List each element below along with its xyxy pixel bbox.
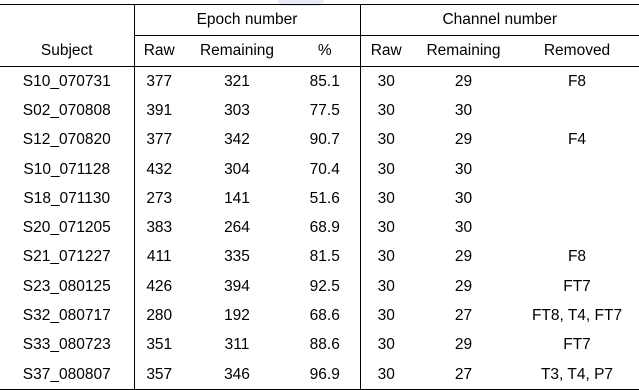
subject-column-header: Subject [0, 36, 134, 67]
channel-raw-cell: 30 [360, 213, 412, 242]
epoch-percent-cell: 81.5 [309, 248, 340, 266]
epoch-remaining-cell: 264 [224, 219, 250, 237]
subject-cell: S18_071130 [23, 189, 111, 207]
epoch-channel-table [0, 4, 639, 390]
subject-cell: S12_070820 [22, 131, 111, 149]
channel-remaining-cell: 27 [454, 307, 473, 325]
epoch-remaining-cell: 321 [224, 72, 250, 90]
subject-cell: S10_071128 [23, 160, 111, 178]
channel-remaining-cell: 29 [454, 248, 473, 266]
subject-cell: S02_070808 [22, 101, 111, 119]
epoch-raw-cell: 426 [134, 272, 184, 301]
channel-removed-cell: FT7 [563, 277, 591, 295]
channel-number-group-header: Channel number [360, 5, 639, 36]
subject-cell: S10_070731 [22, 72, 111, 90]
epoch-raw-cell: 432 [134, 155, 184, 184]
channel-removed-cell: T3, T4, P7 [515, 360, 639, 390]
epoch-remaining-cell: 141 [224, 189, 250, 207]
epoch-raw-column-header: Raw [134, 36, 184, 67]
subject-cell: S21_071227 [22, 248, 111, 266]
channel-remaining-column-header: Remaining [412, 36, 515, 67]
channel-removed-cell [515, 155, 639, 184]
channel-raw-cell: 30 [360, 243, 412, 272]
channel-removed-cell: F8 [567, 72, 587, 90]
epoch-percent-cell: 77.5 [309, 101, 340, 119]
epoch-percent-cell: 88.6 [309, 336, 340, 354]
channel-raw-cell: 30 [360, 331, 412, 360]
channel-remaining-cell: 29 [454, 131, 473, 149]
epoch-remaining-cell: 311 [224, 336, 250, 354]
table-row [0, 360, 639, 390]
channel-raw-cell: 30 [360, 360, 412, 390]
subject-cell: S33_080723 [22, 336, 111, 354]
epoch-remaining-cell: 304 [224, 160, 250, 178]
channel-remaining-cell: 30 [454, 160, 473, 178]
epoch-raw-cell: 357 [134, 360, 184, 390]
epoch-raw-cell: 383 [134, 213, 184, 242]
channel-remaining-cell: 29 [454, 336, 473, 354]
epoch-remaining-cell: 192 [224, 307, 250, 325]
epoch-remaining-cell: 342 [224, 131, 250, 149]
channel-raw-cell: 30 [360, 126, 412, 155]
channel-removed-cell [515, 184, 639, 213]
channel-removed-cell [515, 213, 639, 242]
channel-raw-cell: 30 [360, 301, 412, 330]
table-row [0, 96, 639, 125]
channel-raw-cell: 30 [360, 272, 412, 301]
epoch-remaining-cell: 335 [224, 248, 250, 266]
table-body [0, 67, 639, 390]
table-row [0, 301, 639, 330]
table-row [0, 155, 639, 184]
channel-remaining-cell: 30 [454, 189, 473, 207]
channel-raw-column-header: Raw [360, 36, 412, 67]
epoch-percent-cell: 51.6 [309, 189, 340, 207]
subject-cell: S32_080717 [22, 307, 111, 325]
channel-removed-cell: F8 [567, 248, 587, 266]
subject-cell: S37_080807 [0, 360, 134, 390]
epoch-raw-cell: 273 [134, 184, 184, 213]
table-row [0, 213, 639, 242]
channel-removed-cell: FT7 [563, 336, 591, 354]
epoch-percent-cell: 68.9 [309, 219, 340, 237]
channel-raw-cell: 30 [360, 96, 412, 125]
channel-remaining-cell: 30 [454, 101, 473, 119]
epoch-percent-column-header: % [290, 36, 360, 67]
channel-remaining-cell: 29 [454, 72, 473, 90]
epoch-percent-cell: 90.7 [309, 131, 340, 149]
channel-remaining-cell: 27 [412, 360, 515, 390]
subject-cell: S20_071205 [22, 219, 111, 237]
epoch-raw-cell: 411 [134, 243, 184, 272]
table-row [0, 331, 639, 360]
channel-removed-column-header: Removed [515, 36, 639, 67]
epoch-percent-cell: 85.1 [309, 72, 340, 90]
subject-cell: S23_080125 [22, 277, 111, 295]
channel-removed-cell: F4 [567, 131, 587, 149]
epoch-remaining-cell: 346 [184, 360, 290, 390]
epoch-percent-cell: 92.5 [309, 277, 340, 295]
channel-remaining-cell: 30 [454, 219, 473, 237]
epoch-raw-cell: 391 [134, 96, 184, 125]
table-row [0, 184, 639, 213]
epoch-percent-cell: 68.6 [309, 307, 340, 325]
table-row [0, 243, 639, 272]
epoch-percent-cell: 70.4 [309, 160, 340, 178]
epoch-percent-cell: 96.9 [290, 360, 360, 390]
channel-raw-cell: 30 [360, 184, 412, 213]
channel-removed-cell: FT8, T4, FT7 [531, 307, 623, 325]
table-row [0, 272, 639, 301]
channel-removed-cell [515, 96, 639, 125]
channel-remaining-cell: 29 [454, 277, 473, 295]
epoch-raw-cell: 280 [134, 301, 184, 330]
subject-header-spacer [0, 5, 134, 36]
epoch-raw-cell: 377 [134, 126, 184, 155]
epoch-remaining-cell: 394 [224, 277, 250, 295]
epoch-raw-cell: 377 [134, 67, 184, 97]
epoch-remaining-column-header: Remaining [184, 36, 290, 67]
epoch-raw-cell: 351 [134, 331, 184, 360]
epoch-remaining-cell: 303 [224, 101, 250, 119]
epoch-number-group-header: Epoch number [134, 5, 360, 36]
table-row [0, 126, 639, 155]
table-row [0, 67, 639, 97]
channel-raw-cell: 30 [360, 155, 412, 184]
channel-raw-cell: 30 [360, 67, 412, 97]
